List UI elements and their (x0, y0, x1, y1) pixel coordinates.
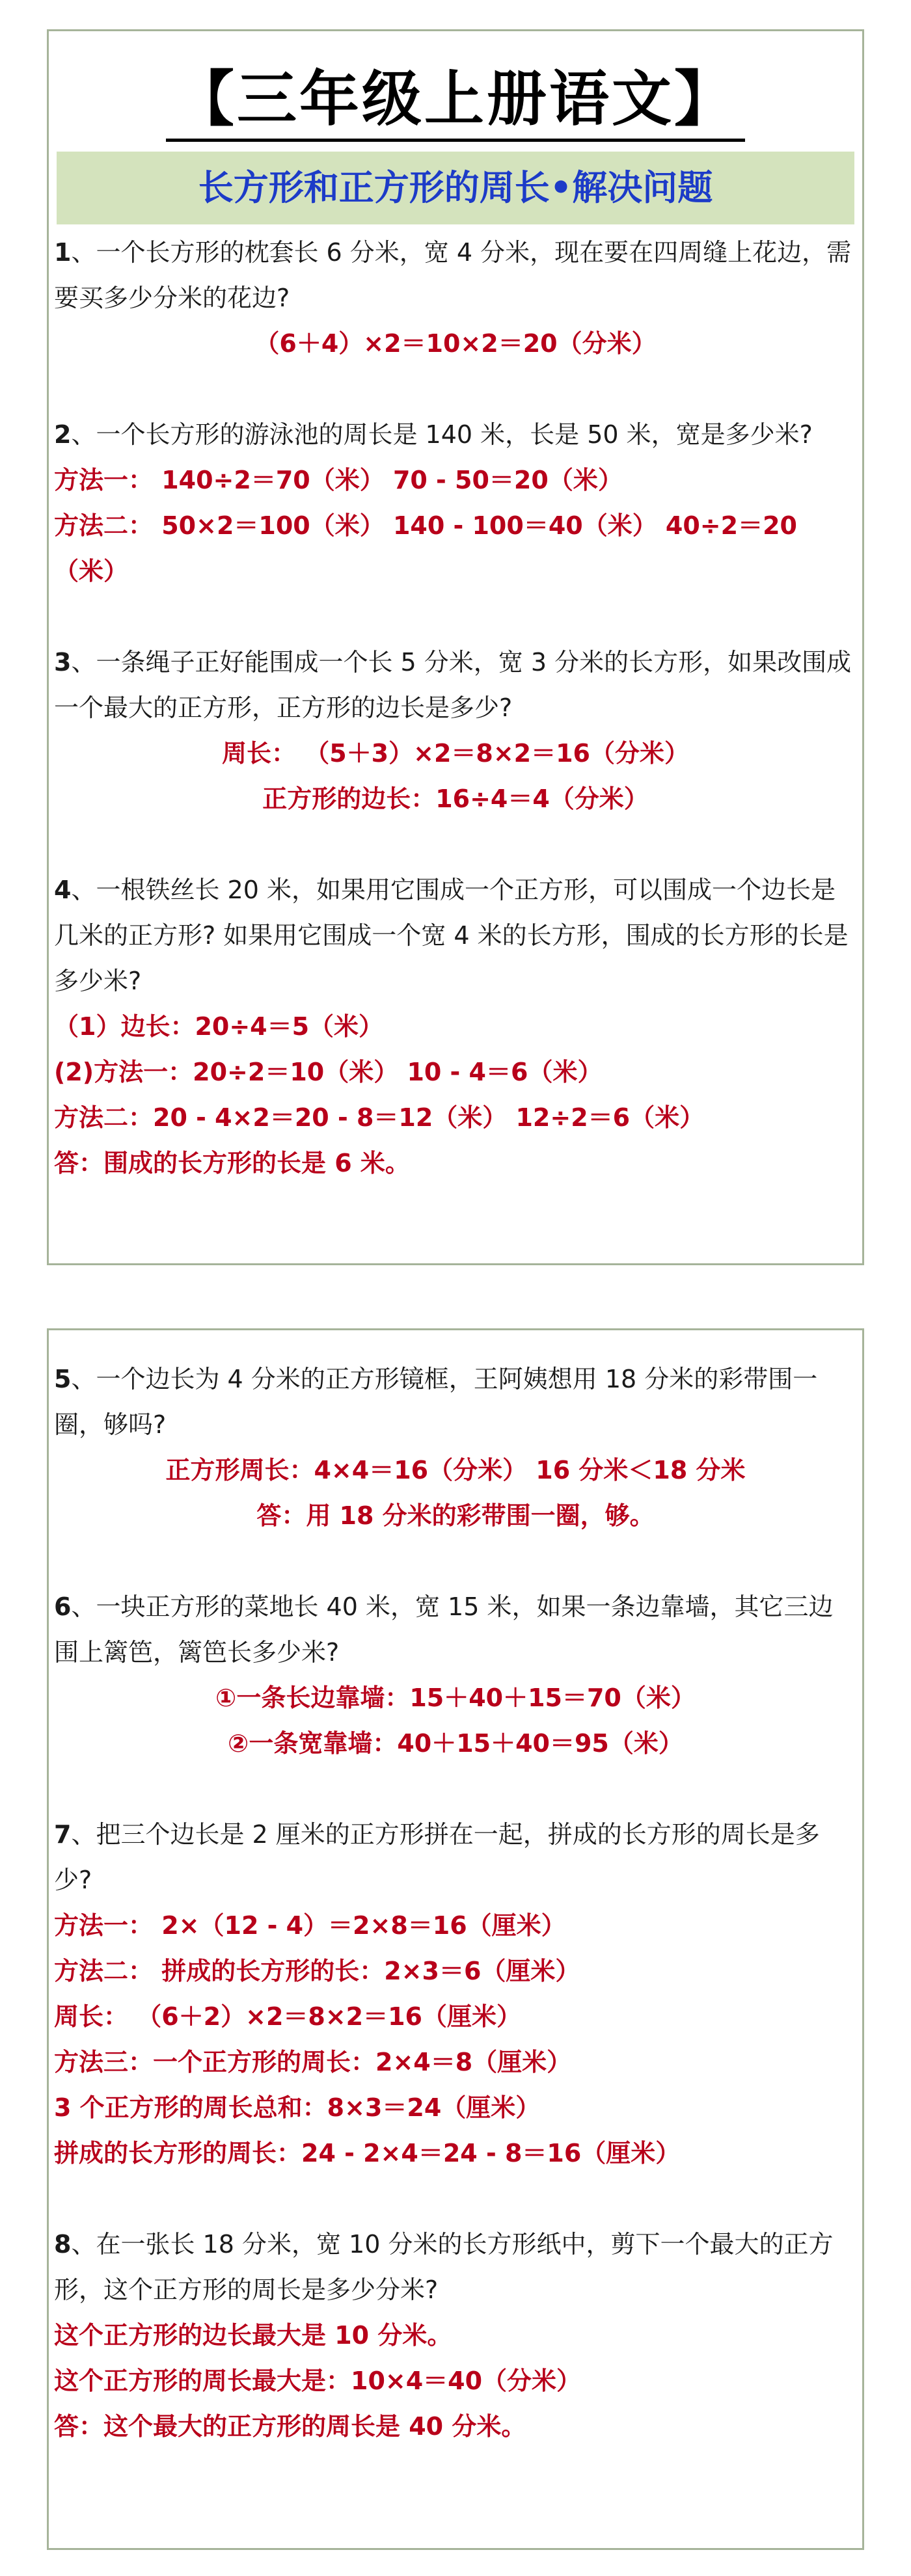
answer-7-line-6: 拼成的长方形的周长：24 - 2×4＝24 - 8＝16（厘米） (54, 2139, 681, 2167)
spacer (54, 1538, 857, 1584)
question-1 (54, 230, 857, 321)
question-text: 、一个边长为 4 分米的正方形镜框，王阿姨想用 18 分米的彩带围一圈，够吗? (54, 1365, 818, 1439)
title-underline (166, 139, 745, 142)
answer-4-line-4: 答：围成的长方形的长是 6 米。 (54, 1149, 410, 1177)
answer-1: （6＋4）×2＝10×2＝20（分米） (254, 329, 657, 358)
spacer (54, 594, 857, 639)
spacer (54, 1766, 857, 1812)
answer-7-line-4: 方法三：一个正方形的周长：2×4＝8（厘米） (54, 2048, 572, 2076)
worksheet-page-1 (47, 29, 864, 1265)
answer-8-line-3: 答：这个最大的正方形的周长是 40 分米。 (54, 2412, 526, 2441)
answer-2-method-1: 方法一： 140÷2＝70（米） 70 - 50＝20（米） (54, 466, 623, 494)
answer-2-method-2: 方法二： 50×2＝100（米） 140 - 100＝40（米） 40÷2＝20（米） (54, 511, 797, 585)
question-4 (54, 867, 857, 1004)
answer-7-line-1: 方法一： 2×（12 - 4）＝2×8＝16（厘米） (54, 1911, 566, 1940)
question-6 (54, 1584, 857, 1675)
question-text: 、把三个边长是 2 厘米的正方形拼在一起，拼成的长方形的周长是多少? (54, 1820, 820, 1894)
question-number: 7 (54, 1820, 72, 1849)
question-3 (54, 639, 857, 731)
answer-7-line-3: 周长： （6＋2）×2＝8×2＝16（厘米） (54, 2002, 521, 2031)
answer-3-line-1: 周长： （5＋3）×2＝8×2＝16（分米） (222, 739, 689, 768)
question-text: 、一个长方形的游泳池的周长是 140 米，长是 50 米，宽是多少米? (71, 420, 813, 449)
question-number: 4 (54, 876, 72, 904)
answer-6-line-2: ②一条宽靠墙：40＋15＋40＝95（米） (228, 1729, 683, 1758)
answer-8-line-2: 这个正方形的周长最大是：10×4＝40（分米） (54, 2367, 582, 2395)
answer-3-line-2: 正方形的边长：16÷4＝4（分米） (262, 785, 649, 813)
question-number: 2 (54, 420, 72, 449)
spacer (54, 2176, 857, 2221)
answer-4-line-1: （1）边长：20÷4＝5（米） (54, 1012, 384, 1041)
question-number: 8 (54, 2230, 72, 2259)
answer-4-line-2: (2)方法一：20÷2＝10（米） 10 - 4＝6（米） (54, 1058, 603, 1086)
worksheet-page-2 (47, 1328, 864, 2550)
question-7 (54, 1812, 857, 1903)
question-number: 5 (54, 1365, 72, 1393)
page-subtitle: 长方形和正方形的周长•解决问题 (57, 152, 854, 224)
questions-block-1 (54, 230, 857, 1186)
question-text: 、在一张长 18 分米，宽 10 分米的长方形纸中，剪下一个最大的正方形，这个正方形的周长是多少分米? (54, 2230, 834, 2304)
question-2 (54, 412, 857, 457)
question-number: 3 (54, 648, 72, 677)
answer-4-line-3: 方法二：20 - 4×2＝20 - 8＝12（米） 12÷2＝6（米） (54, 1103, 705, 1132)
spacer (54, 822, 857, 867)
answer-5-line-1: 正方形周长：4×4＝16（分米） 16 分米＜18 分米 (165, 1456, 746, 1484)
question-5 (54, 1356, 857, 1447)
question-number: 6 (54, 1592, 72, 1621)
question-8 (54, 2221, 857, 2313)
questions-block-2 (54, 1356, 857, 2449)
answer-8-line-1: 这个正方形的边长最大是 10 分米。 (54, 2321, 452, 2350)
answer-7-line-2: 方法二： 拼成的长方形的长：2×3＝6（厘米） (54, 1957, 580, 1985)
answer-6-line-1: ①一条长边靠墙：15＋40＋15＝70（米） (215, 1684, 696, 1712)
question-text: 、一根铁丝长 20 米，如果用它围成一个正方形，可以围成一个边长是几米的正方形? 如果用它围成一个宽 4 米的长方形，围成的长方形的长是多少米? (54, 876, 849, 995)
question-text: 、一个长方形的枕套长 6 分米，宽 4 分米，现在要在四周缝上花边，需要买多少分米的花边? (54, 238, 852, 312)
answer-7-line-5: 3 个正方形的周长总和：8×3＝24（厘米） (54, 2093, 541, 2122)
page-title: 【三年级上册语文】 (174, 64, 737, 134)
question-number: 1 (54, 238, 72, 267)
question-text: 、一块正方形的菜地长 40 米，宽 15 米，如果一条边靠墙，其它三边围上篱笆，篱笆长多少米? (54, 1592, 834, 1667)
answer-5-line-2: 答：用 18 分米的彩带围一圈，够。 (256, 1501, 655, 1530)
spacer (54, 366, 857, 412)
question-text: 、一条绳子正好能围成一个长 5 分米，宽 3 分米的长方形，如果改围成一个最大的正方形，正方形的边长是多少? (54, 648, 852, 722)
